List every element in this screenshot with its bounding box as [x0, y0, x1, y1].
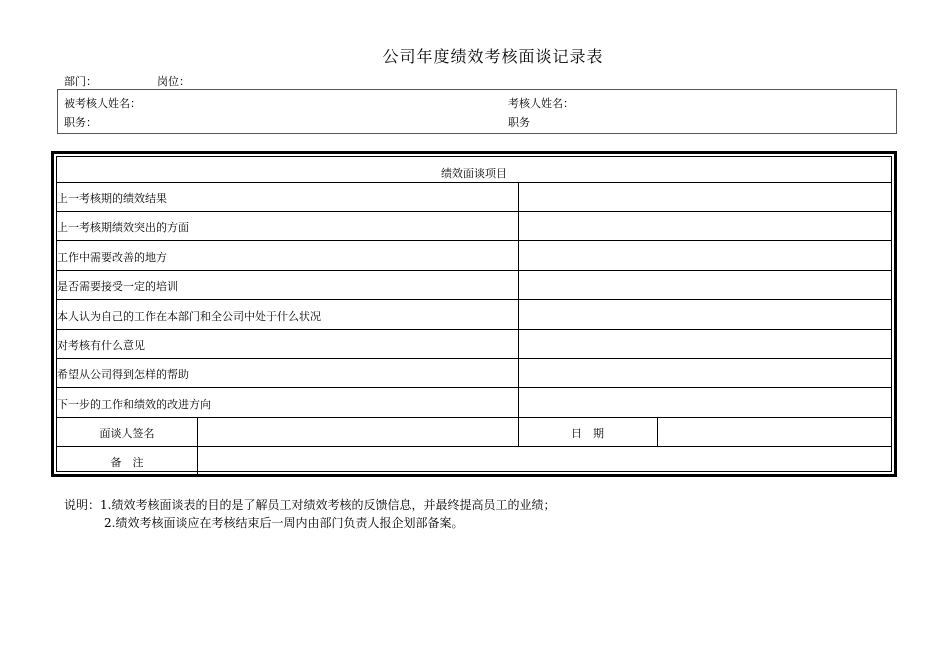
- row-label: 对考核有什么意见: [57, 339, 145, 352]
- row-label: 希望从公司得到怎样的帮助: [57, 368, 189, 381]
- row-label: 本人认为自己的工作在本部门和全公司中处于什么状况: [57, 310, 321, 323]
- row-label: 工作中需要改善的地方: [57, 251, 167, 264]
- position-label: 岗位：: [157, 75, 190, 88]
- row-label: 上一考核期的绩效结果: [57, 192, 167, 205]
- notes-line-2: 2.绩效考核面谈应在考核结束后一周内由部门负责人报企划部备案。: [104, 516, 464, 530]
- remarks-label: 备 注: [110, 456, 144, 469]
- table-grid-line: [657, 417, 658, 446]
- row-label: 是否需要接受一定的培训: [57, 280, 178, 293]
- appraiser-duty-label: 职务: [508, 116, 530, 129]
- signature-label: 面谈人签名: [99, 427, 155, 440]
- info-box: [57, 89, 897, 134]
- table-grid-line: [57, 446, 891, 447]
- table-grid-line: [57, 387, 891, 388]
- row-label: 上一考核期绩效突出的方面: [57, 221, 189, 234]
- row-label: 下一步的工作和绩效的改进方向: [57, 398, 211, 411]
- table-grid-line: [57, 211, 891, 212]
- interview-form-table: [51, 151, 897, 477]
- appraisee-name-label: 被考核人姓名：: [64, 97, 141, 110]
- table-grid-line: [57, 358, 891, 359]
- appraisee-duty-label: 职务：: [64, 116, 97, 129]
- notes-line-1: 说明：1.绩效考核面谈表的目的是了解员工对绩效考核的反馈信息，并最终提高员工的业绩；: [64, 498, 556, 512]
- table-grid-line: [57, 270, 891, 271]
- table-grid-line: [518, 182, 519, 446]
- table-grid-line: [57, 417, 891, 418]
- table-grid-line: [197, 417, 198, 475]
- department-label: 部门：: [64, 75, 97, 88]
- table-grid-line: [57, 240, 891, 241]
- date-label: 日 期: [571, 427, 604, 440]
- appraiser-name-label: 考核人姓名：: [508, 97, 574, 110]
- table-grid-line: [57, 299, 891, 300]
- table-grid-line: [57, 329, 891, 330]
- table-header: 绩效面谈项目: [441, 167, 507, 180]
- table-grid-line: [57, 182, 891, 183]
- table-inner-border: [56, 156, 892, 472]
- page-title: 公司年度绩效考核面谈记录表: [382, 47, 604, 66]
